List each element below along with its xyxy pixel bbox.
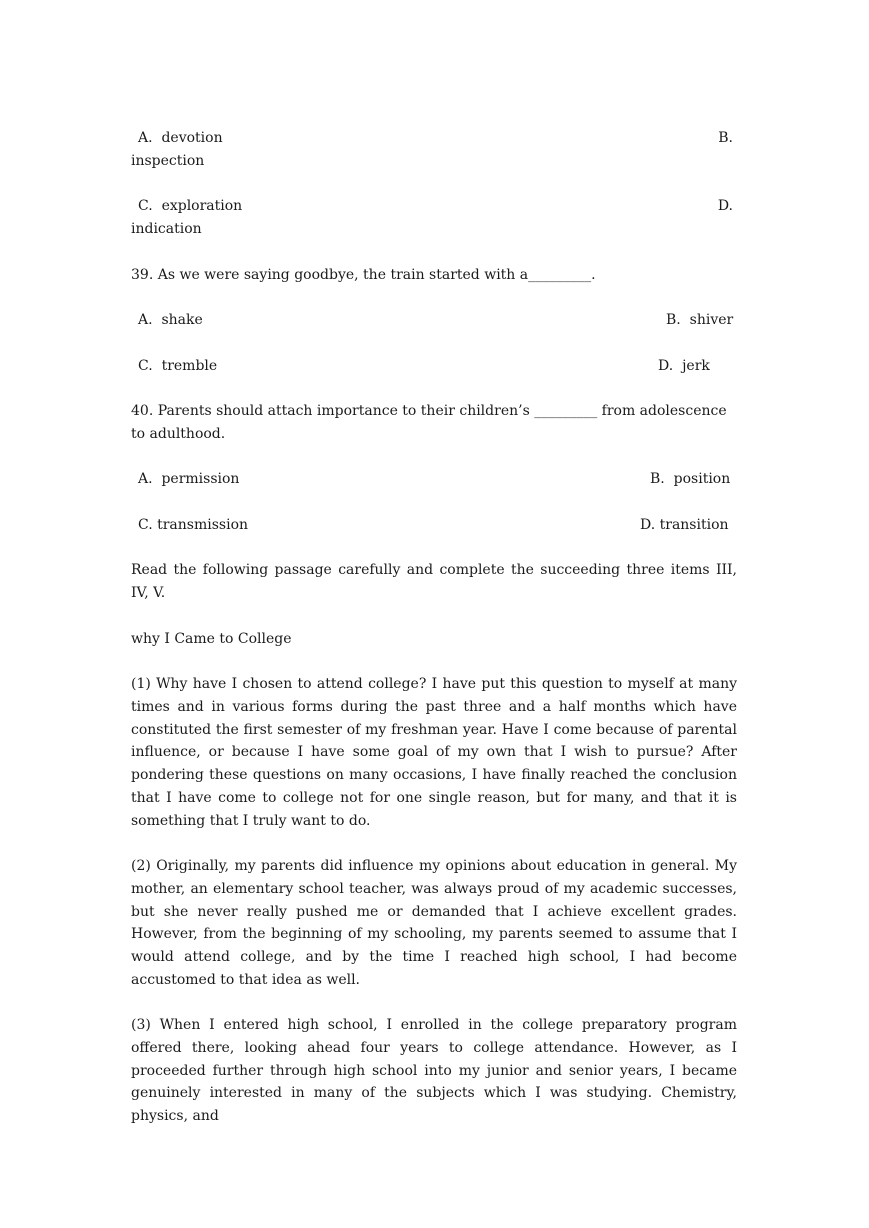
q38-option-a: A. devotion (138, 130, 223, 146)
q38-option-c: C. exploration (138, 198, 243, 214)
q39-stem: 39. As we were saying goodbye, the train started with a_________. (131, 267, 596, 283)
q40-option-row-2 (131, 514, 737, 537)
q40-option-row-1 (131, 468, 737, 491)
passage-paragraph-1: (1) Why have I chosen to attend college? I have put this question to myself at many times and in various forms during the past three and a half months which have constituted the first semester of my freshman year. Have I come because of parental influence, or because I have some goal of my own that I wish to pursue? After pondering these questions on many occasions, I have finally reached the conclusion that I have come to college not for one single reason, but for many, and that it is something that I truly want to do. (131, 676, 737, 829)
q39-option-row-1 (131, 309, 737, 332)
q40-stem-line-2: to adulthood. (131, 426, 226, 442)
passage-instructions: Read the following passage carefully and complete the succeeding three items III, IV, V. (131, 562, 737, 601)
q38-option-d-letter: D. (717, 198, 733, 214)
q38-option-row-2 (131, 195, 737, 218)
q39-option-a: A. shake (138, 312, 203, 328)
passage-paragraph-2: (2) Originally, my parents did influence my opinions about education in general. My mother, an elementary school teacher, was always proud of my academic successes, but she never really pushed me or demanded that I achieve excellent grades. However, from the beginning of my schooling, my parents seemed to assume that I would attend college, and by the time I reached high school, I had become accustomed to that idea as well. (131, 858, 737, 988)
q40-stem-line-1: 40. Parents should attach importance to their children’s _________ from adolescence (131, 403, 727, 419)
q38-option-d-word: indication (131, 221, 202, 237)
q39-option-c: C. tremble (138, 358, 218, 374)
q40-option-c: C. transmission (138, 517, 249, 533)
q40-option-b: B. position (650, 471, 731, 487)
q39-option-b: B. shiver (666, 312, 734, 328)
q40-option-a: A. permission (138, 471, 240, 487)
q39-option-d: D. jerk (658, 358, 710, 374)
q38-option-row-1 (131, 127, 737, 150)
q38-option-b-word: inspection (131, 153, 205, 169)
q39-option-row-2 (131, 355, 737, 378)
passage-paragraph-3: (3) When I entered high school, I enrolled in the college preparatory program offered there, looking ahead four years to college attendance. However, as I proceeded further through high school into my junior and senior years, I became genuinely interested in many of the subjects which I was studying. Chemistry, physics, and (131, 1017, 737, 1125)
q38-option-b-letter: B. (718, 130, 733, 146)
passage-title: why I Came to College (131, 631, 292, 647)
q40-option-d: D. transition (640, 517, 729, 533)
